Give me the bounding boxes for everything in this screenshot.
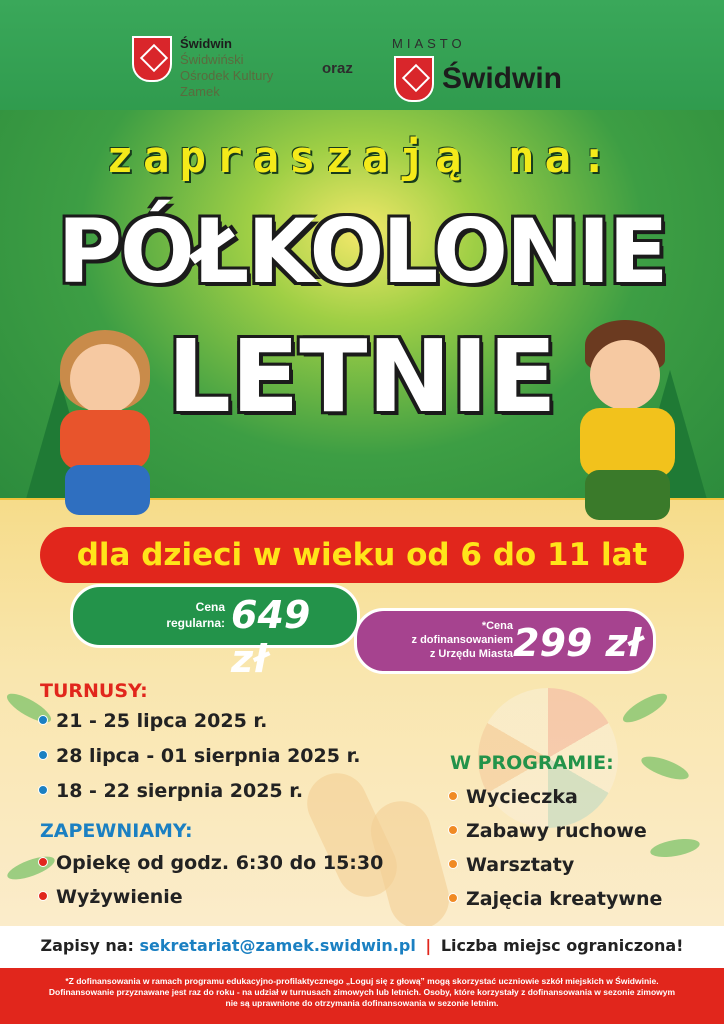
turnus-item-text: 18 - 22 sierpnia 2025 r. <box>56 780 304 802</box>
age-banner: dla dzieci w wieku od 6 do 11 lat <box>40 527 684 583</box>
conjunction-text: oraz <box>322 60 353 77</box>
limited-places-note: Liczba miejsc ograniczona! <box>440 936 684 955</box>
provision-item-text: Opiekę od godz. 6:30 do 15:30 <box>56 852 384 874</box>
title-line-2: LETNIE <box>167 318 557 435</box>
bullet-icon <box>448 893 458 903</box>
bullet-icon <box>38 785 48 795</box>
provision-item <box>38 852 383 874</box>
title-line-1: PÓŁKOLONIE <box>57 200 667 303</box>
invite-heading: zapraszają na: <box>106 132 618 183</box>
provision-item <box>38 886 183 908</box>
program-item <box>448 854 574 876</box>
city-logo <box>394 56 434 102</box>
disclaimer-line: Dofinansowanie przyznawane jest raz do roku - na udział w turnusach zimowych lub letnich. Osoby, które korzystały z dofinansowania w sezonie zimowym <box>48 987 676 997</box>
signup-label: Zapisy na: <box>40 936 134 955</box>
regular-price-label <box>133 599 225 631</box>
signup-line <box>0 926 724 966</box>
crest-icon <box>394 56 434 102</box>
regular-price-value: 649 zł <box>231 593 311 681</box>
subsidized-price-badge <box>354 608 656 674</box>
program-heading: W PROGRAMIE: <box>450 752 614 774</box>
org-name-line: Świdwiński <box>180 52 244 67</box>
subsidized-price-label-line: *Cena <box>481 620 513 632</box>
disclaimer-line: nie są uprawnione do otrzymania dofinansowania w sezonie letnim. <box>225 998 499 1008</box>
subsidized-price-label <box>367 619 513 661</box>
crest-icon <box>132 36 172 82</box>
background-sky <box>0 0 724 120</box>
program-item-text: Zabawy ruchowe <box>466 820 647 842</box>
org-name <box>180 36 273 100</box>
program-item <box>448 888 662 910</box>
subsidized-price-label-line: z Urzędu Miasta <box>429 648 513 660</box>
turnus-item-text: 21 - 25 lipca 2025 r. <box>56 710 268 732</box>
bullet-icon <box>448 825 458 835</box>
regular-price-badge <box>70 584 360 681</box>
org-name-line: Zamek <box>180 84 220 99</box>
bullet-icon <box>38 857 48 867</box>
signup-email-link[interactable]: sekretariat@zamek.swidwin.pl <box>139 936 416 955</box>
program-item <box>448 820 647 842</box>
turnus-item <box>38 710 267 732</box>
zapewniamy-heading: ZAPEWNIAMY: <box>40 820 193 842</box>
turnus-item <box>38 745 360 767</box>
bullet-icon <box>38 750 48 760</box>
regular-price-label-line: Cena <box>195 600 225 614</box>
city-name: Świdwin <box>442 62 562 95</box>
program-item-text: Wycieczka <box>466 786 578 808</box>
disclaimer-line: *Z dofinansowania w ramach programu edukacyjno-profilaktycznego „Loguj się z głową” mogą skorzystać uczniowie szkół miejskich w Świdwinie. <box>65 976 659 986</box>
org-name-line: Świdwin <box>180 36 232 51</box>
bullet-icon <box>38 891 48 901</box>
program-item-text: Warsztaty <box>466 854 575 876</box>
program-item <box>448 786 578 808</box>
turnus-item-text: 28 lipca - 01 sierpnia 2025 r. <box>56 745 361 767</box>
turnusy-heading: TURNUSY: <box>40 680 148 702</box>
turnus-item <box>38 780 303 802</box>
program-item-text: Zajęcia kreatywne <box>466 888 663 910</box>
org-name-line: Ośrodek Kultury <box>180 68 274 83</box>
city-label: MIASTO <box>392 36 466 51</box>
subsidized-price-label-line: z dofinansowaniem <box>411 634 513 646</box>
bullet-icon <box>448 859 458 869</box>
subsidized-price-value: 299 zł <box>513 621 642 665</box>
disclaimer-box <box>0 968 724 1024</box>
footer-separator: | <box>425 936 432 955</box>
bullet-icon <box>448 791 458 801</box>
bullet-icon <box>38 715 48 725</box>
org-logo-swidwin-culture <box>132 36 273 100</box>
regular-price-label-line: regularna: <box>166 616 225 630</box>
provision-item-text: Wyżywienie <box>56 886 183 908</box>
